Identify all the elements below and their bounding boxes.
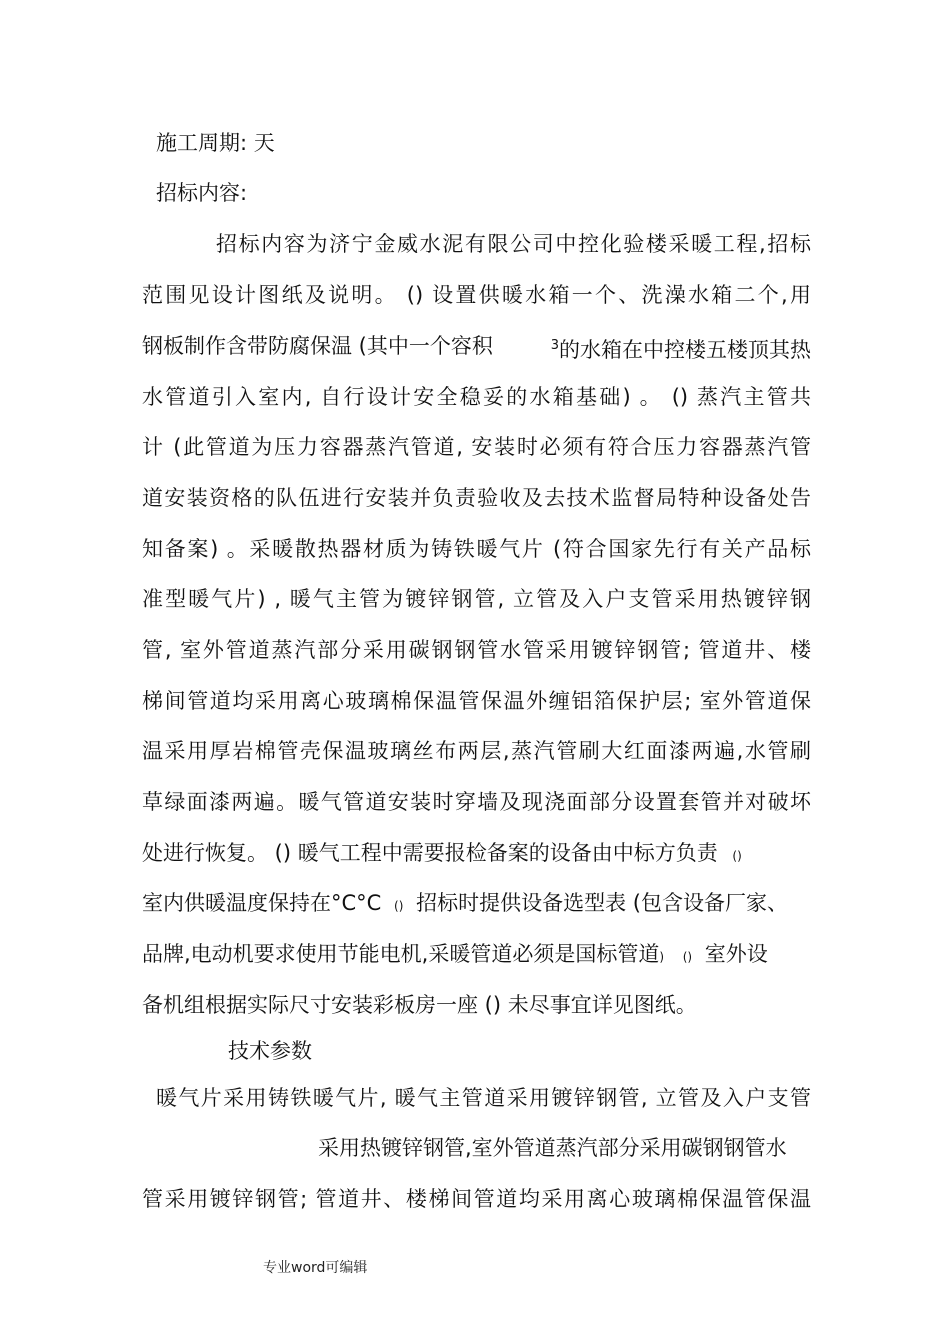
paragraph-line: 知备案) 。采暖散热器材质为铸铁暖气片 (符合国家先行有关产品标 xyxy=(142,537,811,561)
small-paren: ) xyxy=(659,950,665,964)
paragraph-line: 梯间管道均采用离心玻璃棉保温管保温外缠铝箔保护层; 室外管道保 xyxy=(142,689,811,713)
paragraph-line: 范围见设计图纸及说明。 () 设置供暖水箱一个、洗澡水箱二个,用 xyxy=(142,283,811,307)
paragraph-line: 水管道引入室内, 自行设计安全稳妥的水箱基础) 。 () 蒸汽主管共 xyxy=(142,385,811,409)
paragraph-line: 招标内容为济宁金威水泥有限公司中控化验楼采暖工程,招标 xyxy=(216,232,811,256)
paragraph-line: 采用热镀锌钢管,室外管道蒸汽部分采用碳钢钢管水 xyxy=(318,1136,787,1160)
paragraph-line: 温采用厚岩棉管壳保温玻璃丝布两层,蒸汽管刷大红面漆两遍,水管刷 xyxy=(142,739,811,763)
section-heading: 技术参数 xyxy=(228,1039,312,1063)
paragraph-line xyxy=(142,838,742,871)
paragraph-line: 管, 室外管道蒸汽部分采用碳钢钢管水管采用镀锌钢管; 管道井、楼 xyxy=(142,638,811,662)
page-footer: 专业word可编辑 xyxy=(263,1260,368,1276)
paragraph-line: 道安装资格的队伍进行安装并负责验收及去技术监督局特种设备处告 xyxy=(142,486,811,510)
paragraph-segment: 的水箱在中控楼五楼顶其热 xyxy=(559,338,811,362)
paragraph-line: 管采用镀锌钢管; 管道井、楼梯间管道均采用离心玻璃棉保温管保温 xyxy=(142,1187,811,1211)
paragraph-line: 计 (此管道为压力容器蒸汽管道, 安装时必须有符合压力容器蒸汽管 xyxy=(142,435,811,459)
small-paren: () xyxy=(394,899,404,913)
paragraph-segment xyxy=(551,331,811,365)
paragraph-segment: 招标时提供设备选型表 (包含设备厂家、 xyxy=(416,891,788,915)
small-paren: () xyxy=(732,849,742,863)
paragraph-line xyxy=(142,331,811,365)
paragraph-line: 暖气片采用铸铁暖气片, 暖气主管道采用镀锌钢管, 立管及入户支管 xyxy=(156,1086,811,1110)
paragraph-line xyxy=(142,939,768,972)
construction-period: 施工周期: 天 xyxy=(156,131,275,155)
paragraph-segment: 室内供暖温度保持在°C°C xyxy=(142,891,382,915)
paragraph-segment: 品牌,电动机要求使用节能电机,采暖管道必须是国标管道 xyxy=(142,942,660,966)
superscript: 3 xyxy=(550,338,559,353)
paragraph-segment: 室外设 xyxy=(704,942,768,966)
paragraph-line: 草绿面漆两遍。暖气管道安装时穿墙及现浇面部分设置套管并对破坏 xyxy=(142,790,811,814)
small-paren: () xyxy=(682,950,693,964)
paragraph-segment: 钢板制作含带防腐保温 (其中一个容积 xyxy=(142,334,493,358)
paragraph-line xyxy=(142,888,788,921)
tender-content-label: 招标内容: xyxy=(156,181,248,205)
paragraph-segment: 处进行恢复。 () 暖气工程中需要报检备案的设备由中标方负责 xyxy=(142,841,718,865)
paragraph-line: 准型暖气片) , 暖气主管为镀锌钢管, 立管及入户支管采用热镀锌钢 xyxy=(142,587,811,611)
paragraph-line: 备机组根据实际尺寸安装彩板房一座 () 未尽事宜详见图纸。 xyxy=(142,993,697,1017)
